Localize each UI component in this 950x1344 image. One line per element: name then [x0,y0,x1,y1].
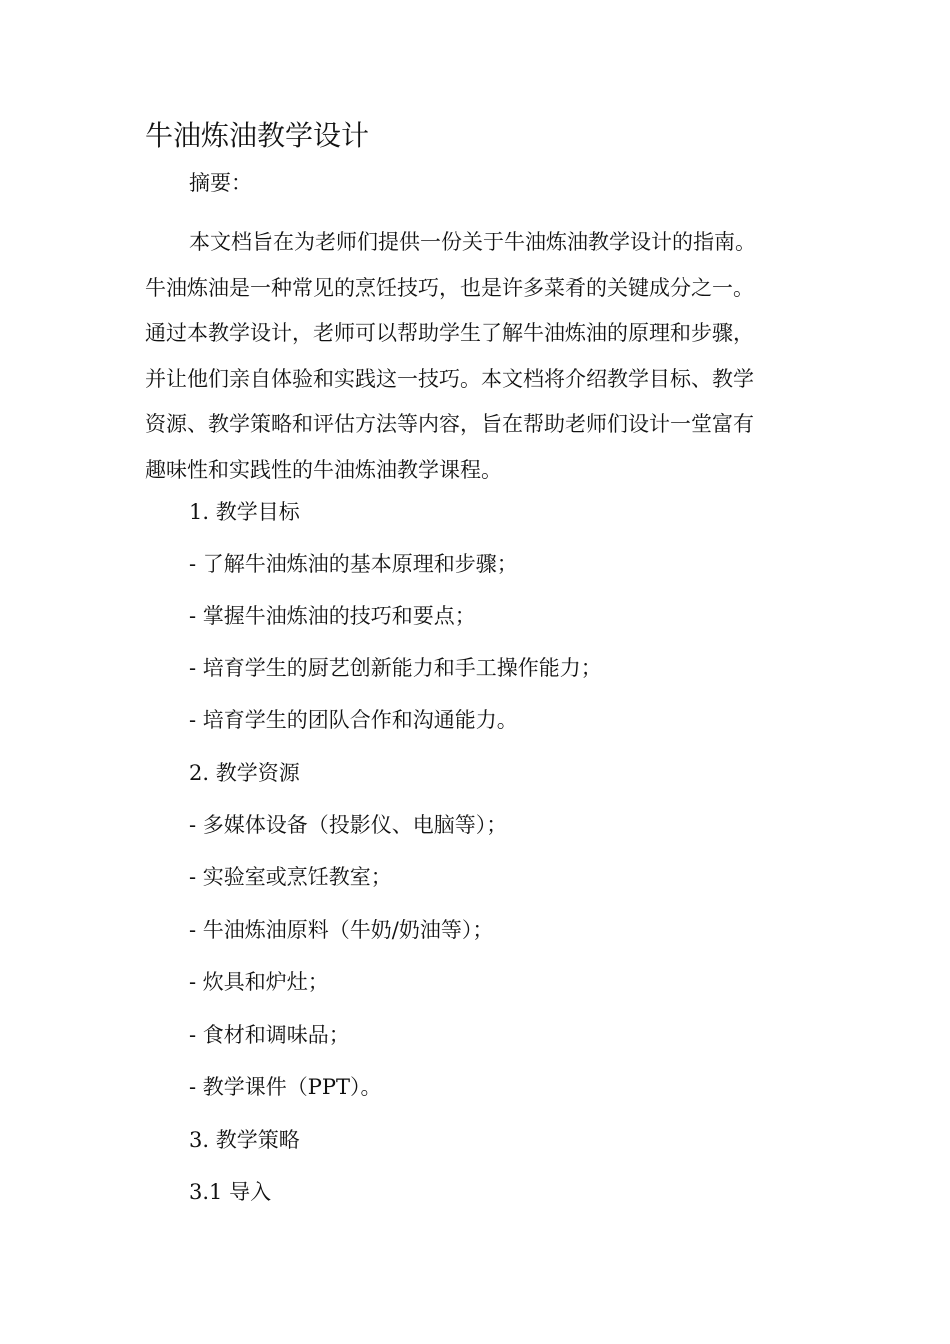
list-item: - 了解牛油炼油的基本原理和步骤； [189,552,518,576]
abstract-paragraph [145,220,800,494]
subsection-heading: 3.1 导入 [189,1180,272,1204]
document-title: 牛油炼油教学设计 [145,119,370,152]
abstract-line: 本文档旨在为老师们提供一份关于牛油炼油教学设计的指南。 [189,230,756,254]
list-item: - 培育学生的厨艺创新能力和手工操作能力； [189,656,602,680]
list-item: - 教学课件（PPT）。 [189,1075,382,1099]
abstract-line: 并让他们亲自体验和实践这一技巧。本文档将介绍教学目标、教学 [145,366,754,391]
list-item: - 多媒体设备（投影仪、电脑等）； [189,813,508,837]
abstract-line: 通过本教学设计，老师可以帮助学生了解牛油炼油的原理和步骤， [145,321,754,346]
list-item: - 实验室或烹饪教室； [189,865,392,889]
section-heading: 3. 教学策略 [189,1128,300,1152]
list-item: - 炊具和炉灶； [189,970,329,994]
abstract-line: 牛油炼油是一种常见的烹饪技巧，也是许多菜肴的关键成分之一。 [145,275,754,300]
list-item: - 牛油炼油原料（牛奶/奶油等）； [189,918,494,942]
list-item: - 掌握牛油炼油的技巧和要点； [189,604,476,628]
list-item: - 食材和调味品； [189,1023,350,1047]
list-item: - 培育学生的团队合作和沟通能力。 [189,708,518,732]
section-heading: 1. 教学目标 [189,500,300,524]
abstract-line: 资源、教学策略和评估方法等内容，旨在帮助老师们设计一堂富有 [145,412,754,437]
summary-label: 摘要： [189,171,252,195]
abstract-line: 趣味性和实践性的牛油炼油教学课程。 [145,457,502,482]
section-heading: 2. 教学资源 [189,761,300,785]
